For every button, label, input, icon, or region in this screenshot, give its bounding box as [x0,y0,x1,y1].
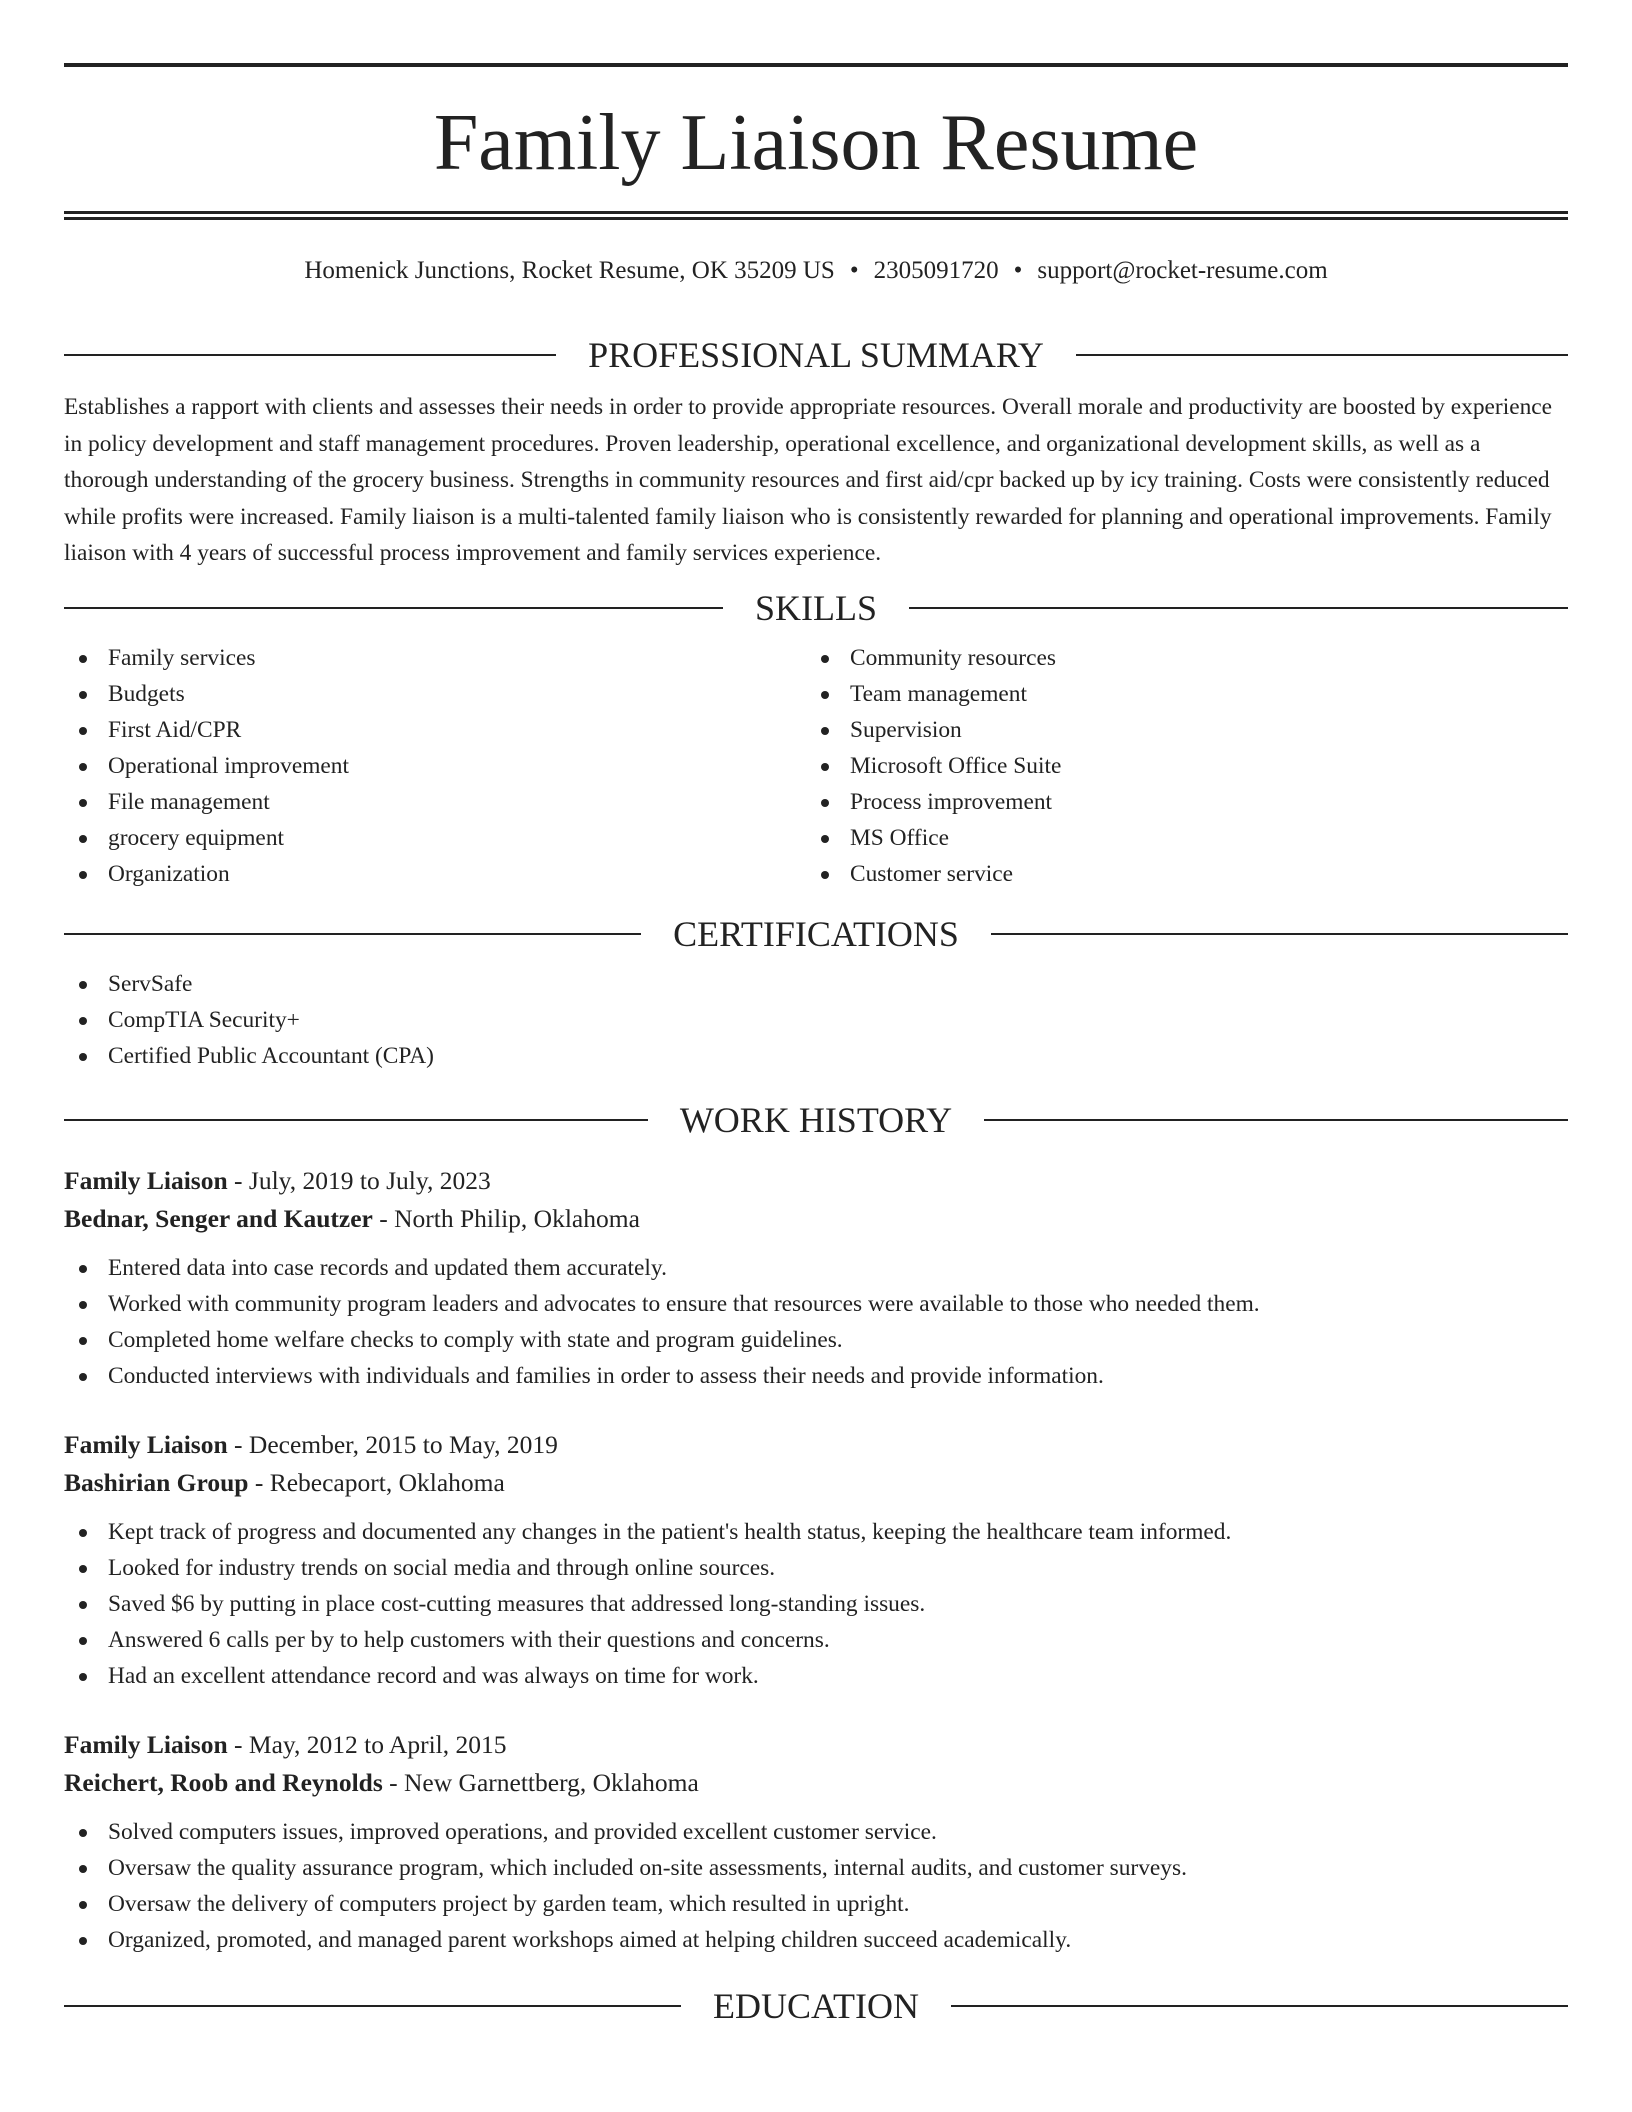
skills-column-right [806,640,1548,892]
section-header-summary [64,335,1568,375]
job-company-line: Reichert, Roob and Reynolds - New Garnettberg, Oklahoma [64,1767,699,1797]
section-title: CERTIFICATIONS [673,913,959,954]
job-bullet: Solved computers issues, improved operations, and provided excellent customer service. [64,1814,1568,1850]
job-company: Bashirian Group [64,1467,249,1497]
job-entry [64,1162,1568,1394]
section-title: WORK HISTORY [679,1099,953,1140]
job-bullet: Looked for industry trends on social media and through online sources. [64,1550,1568,1586]
skill-item: Operational improvement [64,748,806,784]
contact-line [64,255,1568,287]
contact-separator: • [849,257,859,284]
section-title: SKILLS [755,587,878,628]
skill-item: Process improvement [806,784,1548,820]
contact-email[interactable]: support@rocket-resume.com [1037,257,1328,284]
section-header-skills [64,588,1568,628]
certification-item: Certified Public Accountant (CPA) [64,1038,1568,1074]
job-bullet: Saved $6 by putting in place cost-cutting measures that addressed long-standing issues. [64,1586,1568,1622]
job-title: Family Liaison [64,1729,228,1759]
skill-item: Family services [64,640,806,676]
resume-title: Family Liaison Resume [433,99,1199,187]
skill-item: MS Office [806,820,1548,856]
section-rule [909,607,1568,609]
job-bullets [64,1250,1568,1394]
job-location: Rebecaport, Oklahoma [269,1467,505,1497]
section-header-certifications [64,914,1568,954]
job-title-line: Family Liaison - December, 2015 to May, 2019 [64,1429,558,1459]
job-bullet: Worked with community program leaders and advocates to ensure that resources were available to those who needed them. [64,1286,1568,1322]
job-entry [64,1726,1568,1958]
certifications-list [64,966,1568,1074]
skill-item: Microsoft Office Suite [806,748,1548,784]
top-rule [64,63,1568,67]
certification-item: CompTIA Security+ [64,1002,1568,1038]
section-rule [1076,354,1568,356]
job-company-line: Bashirian Group - Rebecaport, Oklahoma [64,1467,505,1497]
skill-item: Customer service [806,856,1548,892]
certification-item: ServSafe [64,966,1568,1002]
summary-text: Establishes a rapport with clients and assesses their needs in order to provide appropriate resources. Overall morale and productivity are boosted by experience in policy development and staff management procedures. Proven leadership, operational excellence, and organizational development skills, as well as a thorough understanding of the grocery business. Strengths in community resources and first aid/cpr backed up by icy training. Costs were consistently reduced while profits were increased. Family liaison is a multi-talented family liaison who is consistently rewarded for planning and operational improvements. Family liaison with 4 years of successful process improvement and family services experience. [64,394,1553,566]
work-history-list [64,1162,1568,1958]
job-title-line: Family Liaison - May, 2012 to April, 2015 [64,1729,507,1759]
job-bullet: Conducted interviews with individuals and families in order to assess their needs and provide information. [64,1358,1568,1394]
section-rule [991,933,1568,935]
section-title: PROFESSIONAL SUMMARY [588,335,1044,375]
resume-page [64,63,1568,2026]
job-title-line: Family Liaison - July, 2019 to July, 2023 [64,1165,491,1195]
job-company: Reichert, Roob and Reynolds [64,1767,383,1797]
skill-item: Organization [64,856,806,892]
job-bullets [64,1814,1568,1958]
section-header-education [64,1986,1568,2026]
section-header-work-history [64,1100,1568,1140]
job-location: New Garnettberg, Oklahoma [404,1767,699,1797]
job-bullet: Oversaw the delivery of computers project by garden team, which resulted in upright. [64,1886,1568,1922]
job-bullets [64,1514,1568,1694]
skill-item: grocery equipment [64,820,806,856]
skills-column-left [64,640,806,892]
section-rule [64,2005,681,2007]
job-company: Bednar, Senger and Kautzer [64,1203,373,1233]
job-bullet: Completed home welfare checks to comply with state and program guidelines. [64,1322,1568,1358]
contact-address: Homenick Junctions, Rocket Resume, OK 35209 US [304,257,835,284]
job-bullet: Kept track of progress and documented any changes in the patient's health status, keeping the healthcare team informed. [64,1514,1568,1550]
section-rule [984,1119,1568,1121]
skill-item: File management [64,784,806,820]
job-title: Family Liaison [64,1165,228,1195]
skill-item: Budgets [64,676,806,712]
job-bullet: Had an excellent attendance record and was always on time for work. [64,1658,1568,1694]
skill-item: Team management [806,676,1548,712]
job-dates: May, 2012 to April, 2015 [248,1729,507,1759]
job-dates: July, 2019 to July, 2023 [248,1165,491,1195]
job-entry [64,1426,1568,1694]
contact-phone: 2305091720 [873,257,999,284]
section-rule [951,2005,1568,2007]
section-rule [64,933,641,935]
job-title: Family Liaison [64,1429,228,1459]
job-dates: December, 2015 to May, 2019 [248,1429,558,1459]
job-location: North Philip, Oklahoma [394,1203,640,1233]
skill-item: Supervision [806,712,1548,748]
section-rule [64,354,556,356]
skill-item: Community resources [806,640,1548,676]
title-double-rule [64,211,1568,220]
job-bullet: Answered 6 calls per by to help customers with their questions and concerns. [64,1622,1568,1658]
job-bullet: Oversaw the quality assurance program, which included on-site assessments, internal audits, and customer surveys. [64,1850,1568,1886]
section-title: EDUCATION [713,1985,919,2026]
skills-list [64,640,1568,892]
contact-separator: • [1013,257,1023,284]
skill-item: First Aid/CPR [64,712,806,748]
section-rule [64,1119,648,1121]
job-bullet: Organized, promoted, and managed parent workshops aimed at helping children succeed academically. [64,1922,1568,1958]
section-rule [64,607,723,609]
job-bullet: Entered data into case records and updated them accurately. [64,1250,1568,1286]
job-company-line: Bednar, Senger and Kautzer - North Philip, Oklahoma [64,1203,640,1233]
